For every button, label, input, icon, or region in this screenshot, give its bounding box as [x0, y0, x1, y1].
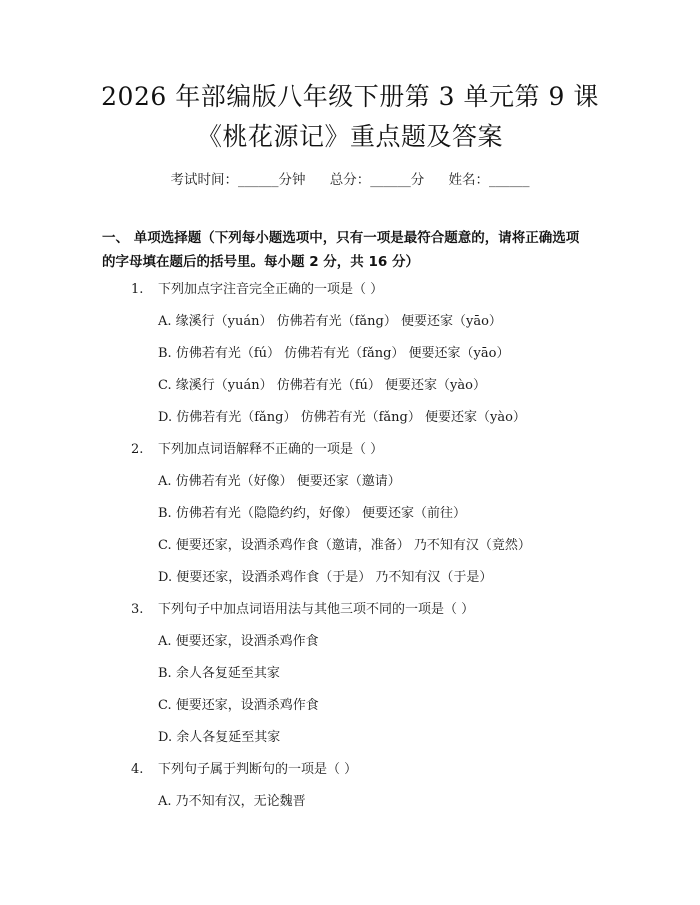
section-heading-line2: 的字母填在题后的括号里。每小题 2 分，共 16 分） [102, 254, 419, 270]
question-text: 下列加点字注音完全正确的一项是（ ） [158, 282, 384, 297]
question-number: 1. [131, 282, 144, 297]
option-1b: B. 仿佛若有光（fú） 仿佛若有光（fǎng） 便要还家（yāo） [158, 346, 510, 361]
option-2b: B. 仿佛若有光（隐隐约约，好像） 便要还家（前往） [158, 506, 466, 521]
total-score-field: 总分：______分 [329, 172, 425, 188]
exam-time-field: 考试时间：______分钟 [170, 172, 306, 188]
option-3c: C. 便要还家，设酒杀鸡作食 [158, 698, 319, 713]
name-field: 姓名：______ [448, 172, 530, 188]
document-title-line2: 《桃花源记》重点题及答案 [196, 122, 503, 151]
option-2a: A. 仿佛若有光（好像） 便要还家（邀请） [158, 474, 401, 489]
section-heading-line1: 一、 单项选择题（下列每小题选项中，只有一项是最符合题意的，请将正确选项 [102, 230, 580, 246]
option-3b: B. 余人各复延至其家 [158, 666, 280, 681]
option-3d: D. 余人各复延至其家 [158, 730, 281, 745]
question-text: 下列加点词语解释不正确的一项是（ ） [158, 442, 384, 457]
question-text: 下列句子中加点词语用法与其他三项不同的一项是（ ） [158, 602, 475, 617]
section-heading [102, 226, 612, 274]
option-4a: A. 乃不知有汉，无论魏晋 [158, 794, 306, 809]
question-number: 3. [131, 602, 144, 617]
document-title-line1: 2026 年部编版八年级下册第 3 单元第 9 课 [101, 82, 599, 111]
option-2c: C. 便要还家，设酒杀鸡作食（邀请，准备） 乃不知有汉（竟然） [158, 538, 531, 553]
question-number: 4. [131, 762, 144, 777]
option-1d: D. 仿佛若有光（fǎng） 仿佛若有光（fǎng） 便要还家（yào） [158, 410, 526, 425]
option-1c: C. 缘溪行（yuán） 仿佛若有光（fú） 便要还家（yào） [158, 378, 486, 393]
option-2d: D. 便要还家，设酒杀鸡作食（于是） 乃不知有汉（于是） [158, 570, 493, 585]
option-1a: A. 缘溪行（yuán） 仿佛若有光（fǎng） 便要还家（yāo） [158, 314, 502, 329]
question-number: 2. [131, 442, 144, 457]
question-text: 下列句子属于判断句的一项是（ ） [158, 762, 358, 777]
option-3a: A. 便要还家，设酒杀鸡作食 [158, 634, 319, 649]
exam-info [0, 168, 700, 188]
